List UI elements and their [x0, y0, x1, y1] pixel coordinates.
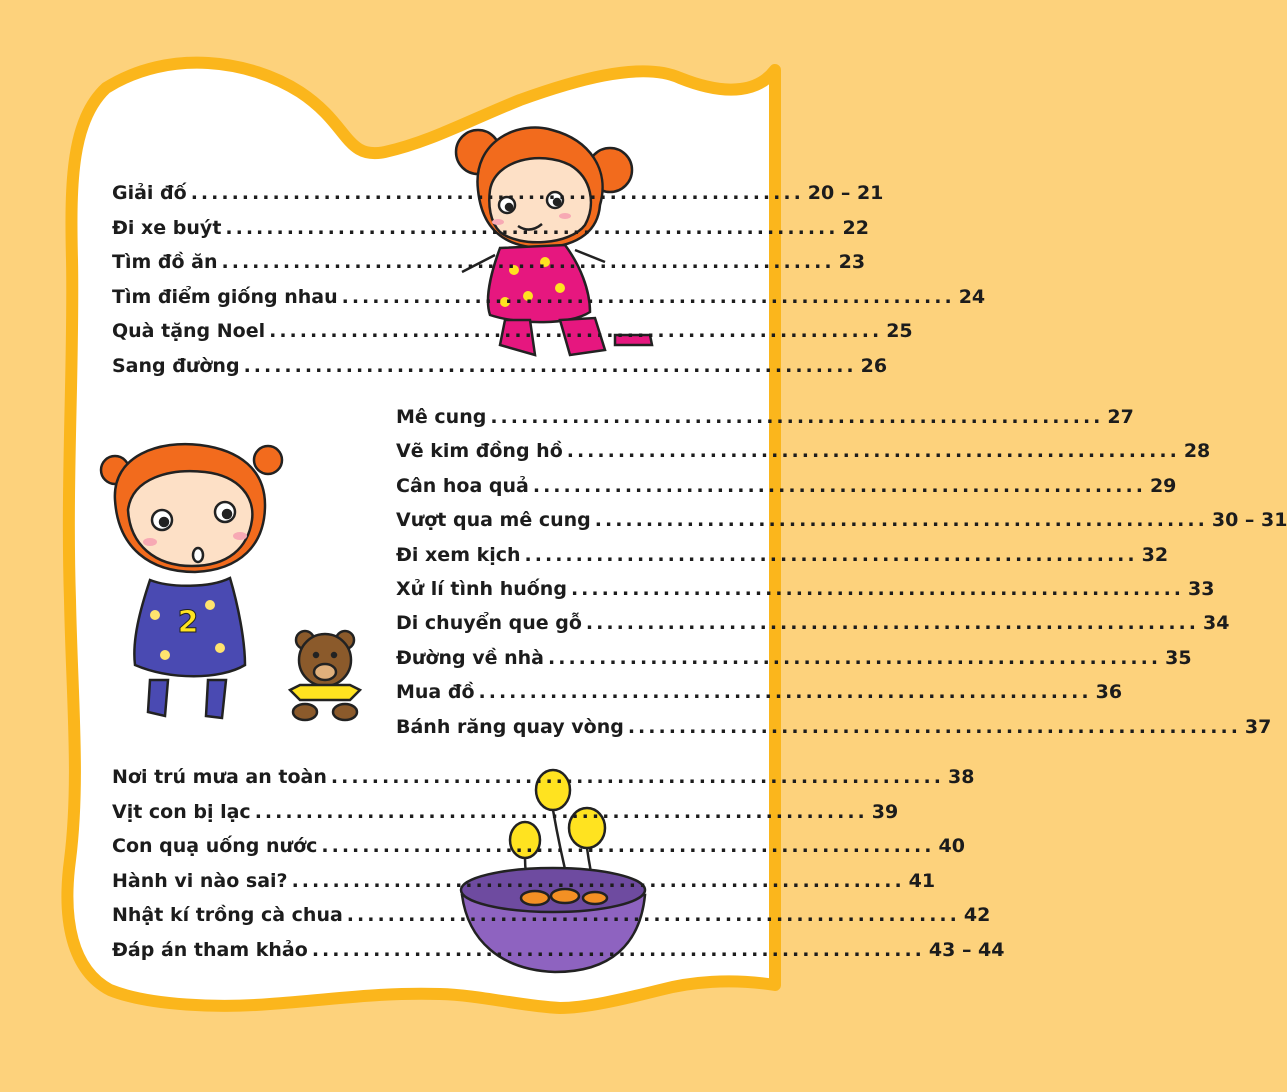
toc-entry[interactable] — [112, 797, 899, 823]
dress-number: 2 — [177, 605, 199, 640]
toc-entry[interactable] — [396, 608, 1230, 635]
toc-leader-dots: ............................................................ — [190, 182, 804, 204]
toc-entry[interactable] — [112, 762, 975, 788]
toc-entry-page: 41 — [908, 869, 936, 892]
toc-entry-title: Sang đường — [112, 355, 240, 377]
toc-entry-page: 30 – 31 — [1211, 509, 1287, 532]
toc-entry[interactable] — [396, 436, 1211, 463]
toc-entry-title: Quà tặng Noel — [112, 320, 266, 343]
toc-leader-dots: ............................................................ — [221, 251, 835, 274]
toc-entry[interactable] — [112, 247, 866, 274]
toc-entry-page: 32 — [1141, 543, 1169, 566]
toc-leader-dots: ............................................................ — [478, 681, 1092, 704]
toc-entry-page: 33 — [1188, 578, 1215, 600]
toc-leader-dots: ............................................................ — [321, 835, 935, 858]
toc-entry-title: Vẽ kim đồng hồ — [396, 440, 563, 463]
toc-entry-title: Tìm điểm giống nhau — [112, 285, 338, 308]
toc-entry-title: Đường về nhà — [396, 646, 545, 669]
toc-entry-page: 28 — [1183, 440, 1211, 463]
toc-entry-page: 39 — [871, 800, 899, 823]
toc-entry[interactable] — [112, 935, 1005, 961]
toc-entry-page: 29 — [1149, 474, 1177, 497]
toc-entry-title: Đi xem kịch — [396, 543, 521, 566]
toc-entry-title: Nơi trú mưa an toàn — [112, 766, 327, 788]
toc-entry-page: 20 – 21 — [807, 182, 884, 204]
toc-leader-dots: ............................................................ — [341, 285, 955, 308]
toc-entry[interactable] — [396, 712, 1272, 738]
toc-entry[interactable] — [112, 213, 869, 239]
toc-leader-dots: ............................................................ — [291, 869, 905, 892]
toc-entry[interactable] — [396, 677, 1123, 704]
toc-entry-title: Nhật kí trồng cà chua — [112, 904, 343, 927]
toc-entry-page: 34 — [1203, 612, 1230, 635]
toc-entry-page: 40 — [938, 835, 965, 858]
toc-entry-title: Mê cung — [396, 406, 487, 428]
toc-leader-dots: ............................................................ — [532, 474, 1146, 497]
toc-leader-dots: ............................................................ — [269, 320, 883, 343]
toc-entry[interactable] — [112, 866, 936, 892]
toc-leader-dots: ............................................................ — [225, 216, 839, 239]
toc-leader-dots: ............................................................ — [627, 715, 1241, 738]
toc-leader-dots: ............................................................ — [243, 355, 857, 377]
toc-entry[interactable] — [112, 831, 965, 858]
toc-leader-dots: ............................................................ — [330, 766, 944, 788]
toc-entry-title: Vịt con bị lạc — [112, 800, 251, 823]
toc-entry[interactable] — [396, 540, 1169, 566]
toc-entry-page: 23 — [838, 251, 866, 274]
toc-entry-title: Di chuyển que gỗ — [396, 612, 582, 635]
toc-entry-title: Mua đồ — [396, 681, 475, 704]
toc-entry-page: 27 — [1107, 406, 1134, 428]
toc-entry[interactable] — [112, 900, 991, 927]
toc-entry[interactable] — [396, 574, 1215, 600]
toc-leader-dots: ............................................................ — [524, 543, 1138, 566]
toc-entry-page: 35 — [1165, 646, 1192, 669]
toc-entry-title: Cân hoa quả — [396, 474, 529, 497]
toc-entry-page: 22 — [842, 216, 869, 239]
toc-entry-page: 25 — [886, 320, 913, 343]
toc-leader-dots: ............................................................ — [311, 939, 925, 961]
toc-entry[interactable] — [396, 505, 1287, 532]
toc-entry-page: 42 — [963, 904, 991, 927]
toc-entry[interactable] — [396, 471, 1177, 497]
toc-entry[interactable] — [112, 316, 913, 343]
toc-entry-title: Đáp án tham khảo — [112, 939, 308, 961]
toc-leader-dots: ............................................................ — [570, 578, 1185, 600]
toc-entry-page: 37 — [1244, 715, 1272, 738]
toc-entry-page: 43 – 44 — [928, 939, 1005, 961]
toc-entry[interactable] — [396, 402, 1134, 428]
toc-leader-dots: ............................................................ — [548, 646, 1162, 669]
toc-entry-title: Xử lí tình huống — [396, 578, 567, 600]
toc-entry-title: Đi xe buýt — [112, 216, 222, 239]
toc-entry-title: Tìm đồ ăn — [112, 251, 218, 274]
toc-entry-page: 26 — [860, 355, 888, 377]
toc-entry-title: Vượt qua mê cung — [396, 509, 591, 532]
toc-entry-title: Bánh răng quay vòng — [396, 715, 624, 738]
toc-leader-dots: ............................................................ — [346, 904, 960, 927]
toc-leader-dots: ............................................................ — [490, 406, 1104, 428]
toc-entry-page: 36 — [1095, 681, 1123, 704]
toc-leader-dots: ............................................................ — [594, 509, 1208, 532]
toc-entry[interactable] — [112, 351, 888, 377]
toc-leader-dots: ............................................................ — [254, 800, 868, 823]
toc-entry[interactable] — [112, 178, 884, 204]
toc-entry-title: Hành vi nào sai? — [112, 869, 288, 892]
toc-entry[interactable] — [396, 643, 1192, 669]
toc-leader-dots: ............................................................ — [585, 612, 1199, 635]
toc-entry-title: Con quạ uống nước — [112, 835, 318, 858]
toc-leader-dots: ............................................................ — [566, 440, 1180, 463]
toc-entry[interactable] — [112, 282, 986, 308]
toc-entry-page: 38 — [947, 766, 975, 788]
toc-entry-page: 24 — [958, 285, 986, 308]
toc-entry-title: Giải đố — [112, 182, 187, 204]
